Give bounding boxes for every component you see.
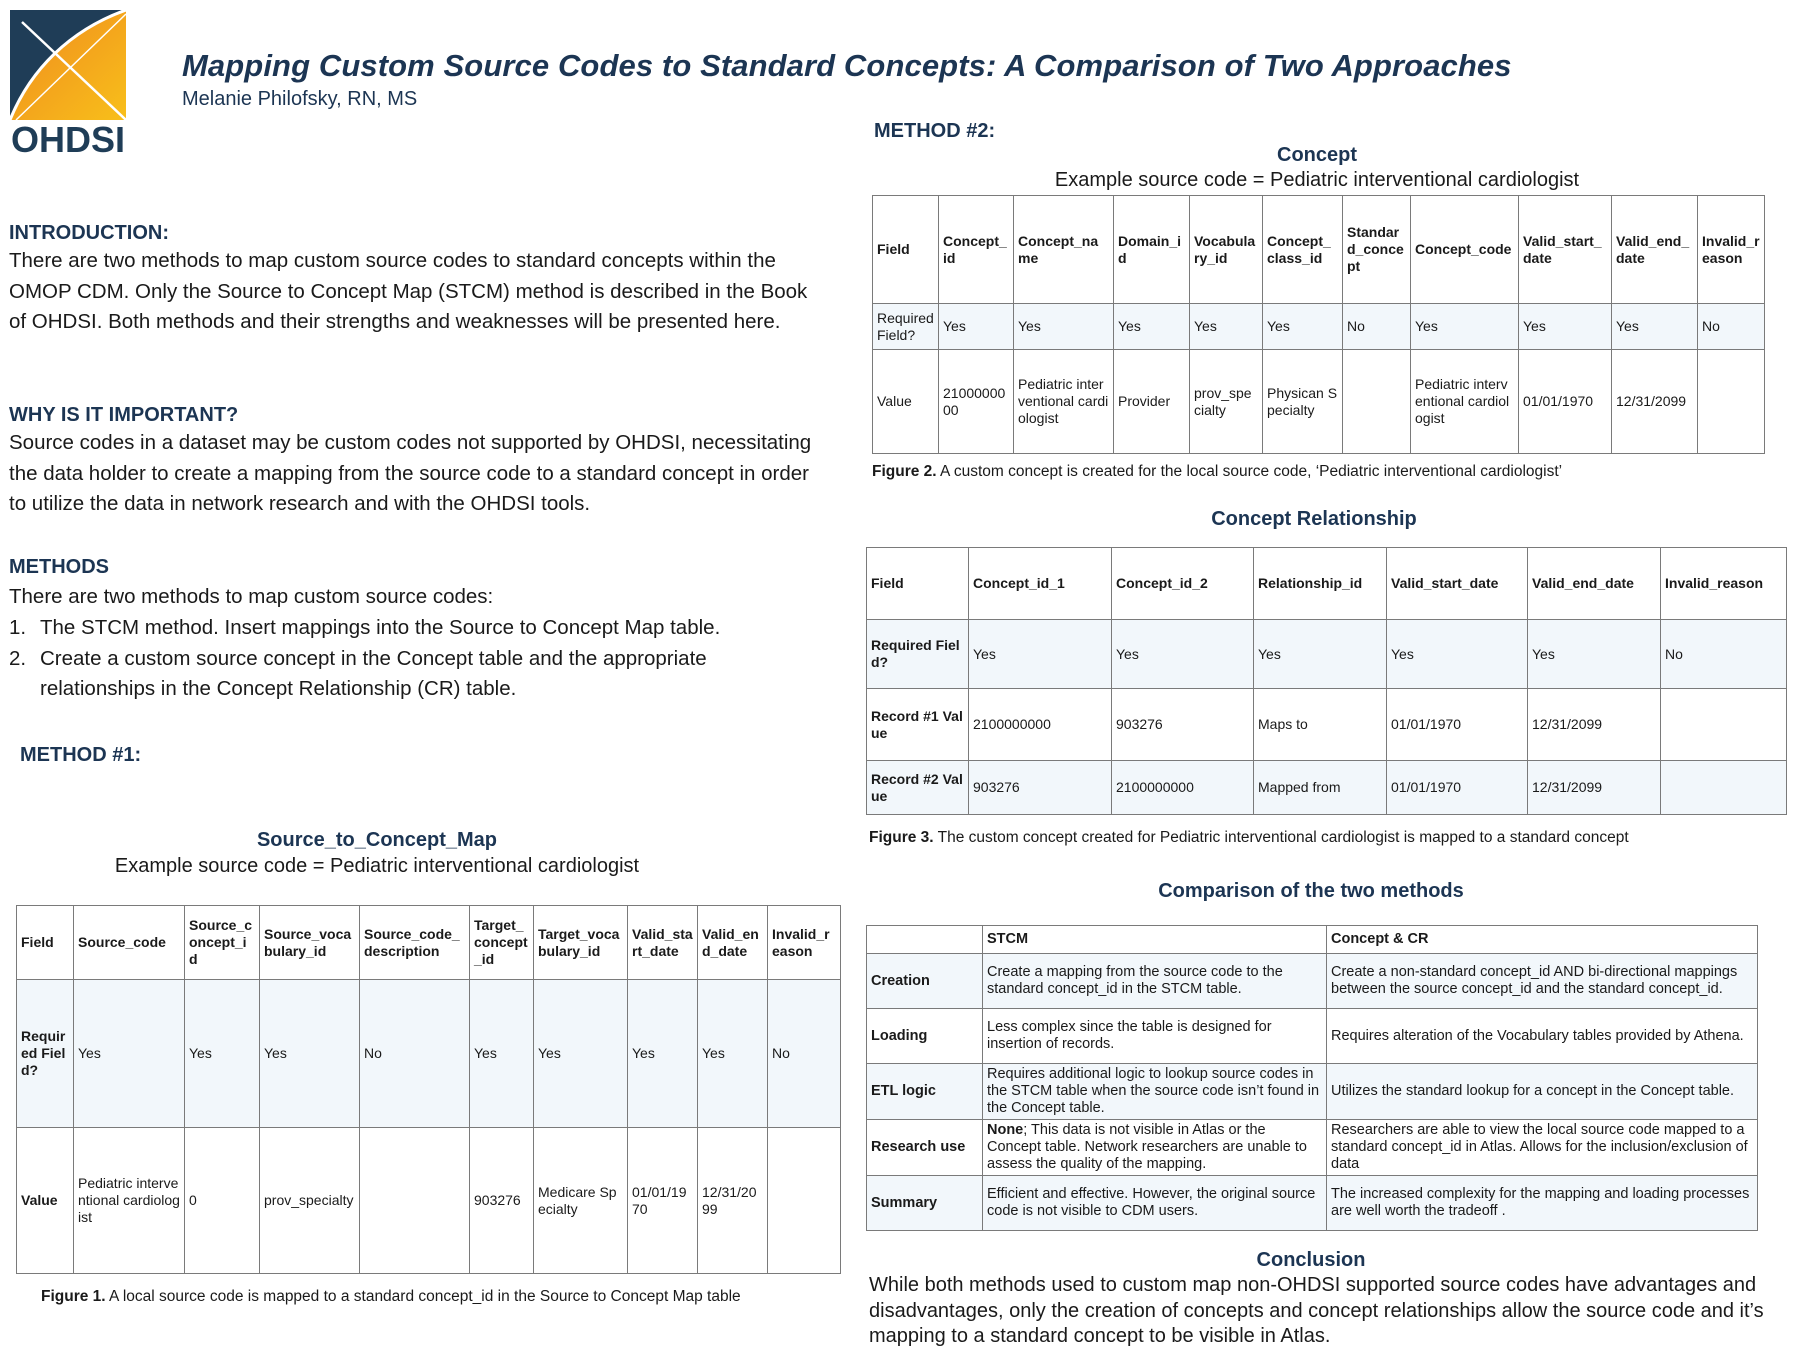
row-label: Record #1 Value (867, 689, 969, 761)
figure-label: Figure 3. (869, 829, 934, 846)
table-cell (1698, 350, 1765, 454)
column-header: Field (867, 548, 969, 620)
row-label: Record #2 Value (867, 761, 969, 815)
table-cell: Yes (1387, 620, 1528, 689)
row-label: Summary (867, 1176, 983, 1231)
column-header: Target_concept_id (470, 906, 534, 980)
table-cell: 0 (185, 1128, 260, 1274)
table-cell: Pediatric interventional cardiologist (1411, 350, 1519, 454)
cell-text: ; This data is not visible in Atlas or the Concept table. Network researchers are unable to assess the quality of the mapping. (987, 1122, 1307, 1172)
table-cell: 903276 (969, 761, 1112, 815)
table-cell: Researchers are able to view the local source code mapped to a standard concept_id in Atlas. Allows for the inclusion/exclusion of data (1327, 1120, 1758, 1176)
table-cell: Medicare Specialty (534, 1128, 628, 1274)
emphasis-text: None (987, 1122, 1024, 1138)
concept-relationship-title: Concept Relationship (1211, 508, 1417, 530)
poster-author: Melanie Philofsky, RN, MS (182, 88, 418, 110)
table-cell: Yes (1612, 304, 1698, 350)
table-row (867, 954, 1758, 1009)
row-label: ETL logic (867, 1064, 983, 1120)
column-header: Source_vocabulary_id (260, 906, 360, 980)
column-header: Concept_id_1 (969, 548, 1112, 620)
table-cell: No (1661, 620, 1787, 689)
column-header: Source_code (74, 906, 185, 980)
ohdsi-logo (10, 10, 126, 156)
table-cell: 12/31/2099 (1528, 689, 1661, 761)
figure2-caption (872, 462, 1772, 482)
column-header: Concept_name (1014, 196, 1114, 304)
table-row (17, 980, 841, 1128)
caption-text: A custom concept is created for the local source code, ‘Pediatric interventional cardiologist’ (936, 463, 1563, 480)
table-cell: 01/01/1970 (1387, 761, 1528, 815)
column-header: Relationship_id (1254, 548, 1387, 620)
concept-relationship-table (866, 547, 1787, 815)
column-header: Invalid_reason (1661, 548, 1787, 620)
row-label: Required Field? (17, 980, 74, 1128)
column-header: Concept_class_id (1263, 196, 1343, 304)
table-cell: Create a non-standard concept_id AND bi-directional mappings between the source concept_id and the standard concept_id. (1327, 954, 1758, 1009)
column-header: Domain_id (1114, 196, 1190, 304)
cell-text: Create a mapping from the source code to the standard concept_id in the STCM table. (987, 964, 1283, 997)
column-header: Concept_id_2 (1112, 548, 1254, 620)
importance-text: Source codes in a dataset may be custom codes not supported by OHDSI, necessitating the data holder to create a mapping from the source code to a standard concept in order to utilize the data in network research and with the OHDSI tools. (9, 431, 812, 515)
table-cell (983, 1009, 1327, 1064)
table-cell: Yes (470, 980, 534, 1128)
row-label: Value (17, 1128, 74, 1274)
table-cell (983, 1176, 1327, 1231)
table-row (867, 1176, 1758, 1231)
concept-table-subtitle: Example source code = Pediatric interventional cardiologist (1054, 169, 1580, 191)
table-cell: 12/31/2099 (1612, 350, 1698, 454)
table-row (873, 304, 1765, 350)
column-header (867, 926, 983, 954)
table-cell: Yes (1519, 304, 1612, 350)
column-header: Field (873, 196, 939, 304)
table-cell: No (1343, 304, 1411, 350)
column-header: Invalid_reason (1698, 196, 1765, 304)
column-header: Concept_id (939, 196, 1014, 304)
table-cell: Yes (185, 980, 260, 1128)
column-header: Target_vocabulary_id (534, 906, 628, 980)
table-cell: prov_specialty (260, 1128, 360, 1274)
table-cell: No (768, 980, 841, 1128)
list-number: 2. (9, 646, 27, 670)
table-cell: Yes (939, 304, 1014, 350)
table-header-row (873, 196, 1765, 304)
introduction-text: There are two methods to map custom source codes to standard concepts within the OMOP CDM. Only the Source to Concept Map (STCM) method is described in the Book of OHDSI. Both methods and their strengths and weaknesses will be presented here. (9, 249, 808, 333)
column-header: STCM (983, 926, 1327, 954)
table-cell (1661, 761, 1787, 815)
caption-text: The custom concept created for Pediatric interventional cardiologist is mapped to a standard concept (933, 829, 1629, 846)
table-cell: Yes (1254, 620, 1387, 689)
introduction-heading: INTRODUCTION: (9, 222, 169, 244)
poster-title: Mapping Custom Source Codes to Standard Concepts: A Comparison of Two Approaches (182, 48, 1512, 83)
table-cell: Pediatric interventional cardiologist (74, 1128, 185, 1274)
table-cell (1343, 350, 1411, 454)
table-cell: Yes (260, 980, 360, 1128)
figure1-caption (41, 1287, 781, 1307)
table-cell: Yes (1263, 304, 1343, 350)
table-row (867, 1120, 1758, 1176)
methods-list (9, 613, 799, 705)
caption-text: A local source code is mapped to a standard concept_id in the Source to Concept Map table (105, 1288, 741, 1305)
table-cell: Pediatric interventional cardiologist (1014, 350, 1114, 454)
table-row (867, 761, 1787, 815)
comparison-title: Comparison of the two methods (1158, 880, 1464, 902)
table-cell: 2100000000 (939, 350, 1014, 454)
row-label: Creation (867, 954, 983, 1009)
column-header: Concept_code (1411, 196, 1519, 304)
table-cell: Yes (1411, 304, 1519, 350)
column-header: Valid_end_date (698, 906, 768, 980)
table-row (867, 1064, 1758, 1120)
methods-intro: There are two methods to map custom source codes: (9, 585, 494, 608)
column-header: Invalid_reason (768, 906, 841, 980)
column-header: Vocabulary_id (1190, 196, 1263, 304)
table-row (867, 689, 1787, 761)
column-header: Field (17, 906, 74, 980)
table-cell: prov_specialty (1190, 350, 1263, 454)
importance-heading: WHY IS IT IMPORTANT? (9, 404, 239, 426)
list-number: 1. (9, 616, 27, 639)
row-label: Required Field? (867, 620, 969, 689)
concept-table (872, 195, 1765, 454)
table-cell: 01/01/1970 (1387, 689, 1528, 761)
stcm-table-subtitle: Example source code = Pediatric interventional cardiologist (114, 855, 640, 877)
comparison-table (866, 925, 1758, 1231)
methods-heading: METHODS (9, 556, 109, 578)
table-cell: Physican Specialty (1263, 350, 1343, 454)
table-header-row (867, 548, 1787, 620)
table-cell: 903276 (470, 1128, 534, 1274)
row-label: Loading (867, 1009, 983, 1064)
table-row (17, 1128, 841, 1274)
row-label: Research use (867, 1120, 983, 1176)
table-cell: 01/01/1970 (1519, 350, 1612, 454)
table-row (873, 350, 1765, 454)
column-header: Concept & CR (1327, 926, 1758, 954)
figure3-caption (869, 828, 1769, 848)
column-header: Valid_end_date (1528, 548, 1661, 620)
table-cell: Yes (534, 980, 628, 1128)
table-cell: 12/31/2099 (1528, 761, 1661, 815)
column-header: Valid_end_date (1612, 196, 1698, 304)
table-cell: Yes (1528, 620, 1661, 689)
column-header: Source_code_description (360, 906, 470, 980)
table-header-row (17, 906, 841, 980)
table-row (867, 1009, 1758, 1064)
table-cell: Provider (1114, 350, 1190, 454)
methods-list-item (9, 613, 799, 644)
ohdsi-logo-icon (10, 10, 126, 156)
table-cell: 01/01/1970 (628, 1128, 698, 1274)
table-cell: Yes (969, 620, 1112, 689)
list-item-text: Create a custom source concept in the Concept table and the appropriate relationships in the Concept Relationship (CR) table. (40, 646, 707, 700)
list-item-text: The STCM method. Insert mappings into the Source to Concept Map table. (40, 616, 721, 639)
table-cell: Utilizes the standard lookup for a concept in the Concept table. (1327, 1064, 1758, 1120)
method1-heading: METHOD #1: (20, 744, 142, 766)
table-cell: 2100000000 (1112, 761, 1254, 815)
row-label: Required Field? (873, 304, 939, 350)
table-cell: Yes (74, 980, 185, 1128)
figure-label: Figure 1. (41, 1288, 106, 1305)
table-cell: 903276 (1112, 689, 1254, 761)
table-cell: Yes (1014, 304, 1114, 350)
table-cell: 2100000000 (969, 689, 1112, 761)
table-row (867, 620, 1787, 689)
table-header-row (867, 926, 1758, 954)
column-header: Valid_start_date (1519, 196, 1612, 304)
column-header: Source_concept_id (185, 906, 260, 980)
table-cell: The increased complexity for the mapping and loading processes are well worth the tradeoff . (1327, 1176, 1758, 1231)
row-label: Value (873, 350, 939, 454)
table-cell: Yes (628, 980, 698, 1128)
table-cell: Maps to (1254, 689, 1387, 761)
table-cell (983, 954, 1327, 1009)
column-header: Valid_start_date (1387, 548, 1528, 620)
table-cell: No (1698, 304, 1765, 350)
table-cell (983, 1064, 1327, 1120)
table-cell (768, 1128, 841, 1274)
table-cell: Yes (1114, 304, 1190, 350)
conclusion-text: While both methods used to custom map non-OHDSI supported source codes have advantages and disadvantages, only the creation of concepts and concept relationships allow the source code and it’s mapping to a standard concept to be visible in Atlas. (869, 1274, 1764, 1347)
svg-text:OHDSI: OHDSI (10, 119, 126, 156)
stcm-table-title: Source_to_Concept_Map (256, 829, 498, 851)
conclusion-heading: Conclusion (1256, 1249, 1366, 1271)
methods-list-item (9, 644, 799, 705)
cell-text: Less complex since the table is designed for insertion of records. (987, 1019, 1272, 1052)
table-cell: Yes (698, 980, 768, 1128)
cell-text: Efficient and effective. However, the original source code is not visible to CDM users. (987, 1186, 1316, 1219)
table-cell (1661, 689, 1787, 761)
table-cell: Requires alteration of the Vocabulary tables provided by Athena. (1327, 1009, 1758, 1064)
column-header: Valid_start_date (628, 906, 698, 980)
table-cell: No (360, 980, 470, 1128)
table-cell: 12/31/2099 (698, 1128, 768, 1274)
table-cell: Yes (1190, 304, 1263, 350)
concept-table-title: Concept (1277, 144, 1357, 166)
table-cell (360, 1128, 470, 1274)
table-cell (983, 1120, 1327, 1176)
cell-text: Requires additional logic to lookup source codes in the STCM table when the source code isn’t found in the Concept table. (987, 1066, 1320, 1116)
stcm-table (16, 905, 841, 1274)
column-header: Standard_concept (1343, 196, 1411, 304)
figure-label: Figure 2. (872, 463, 937, 480)
method2-heading: METHOD #2: (874, 120, 996, 142)
table-cell: Mapped from (1254, 761, 1387, 815)
table-cell: Yes (1112, 620, 1254, 689)
